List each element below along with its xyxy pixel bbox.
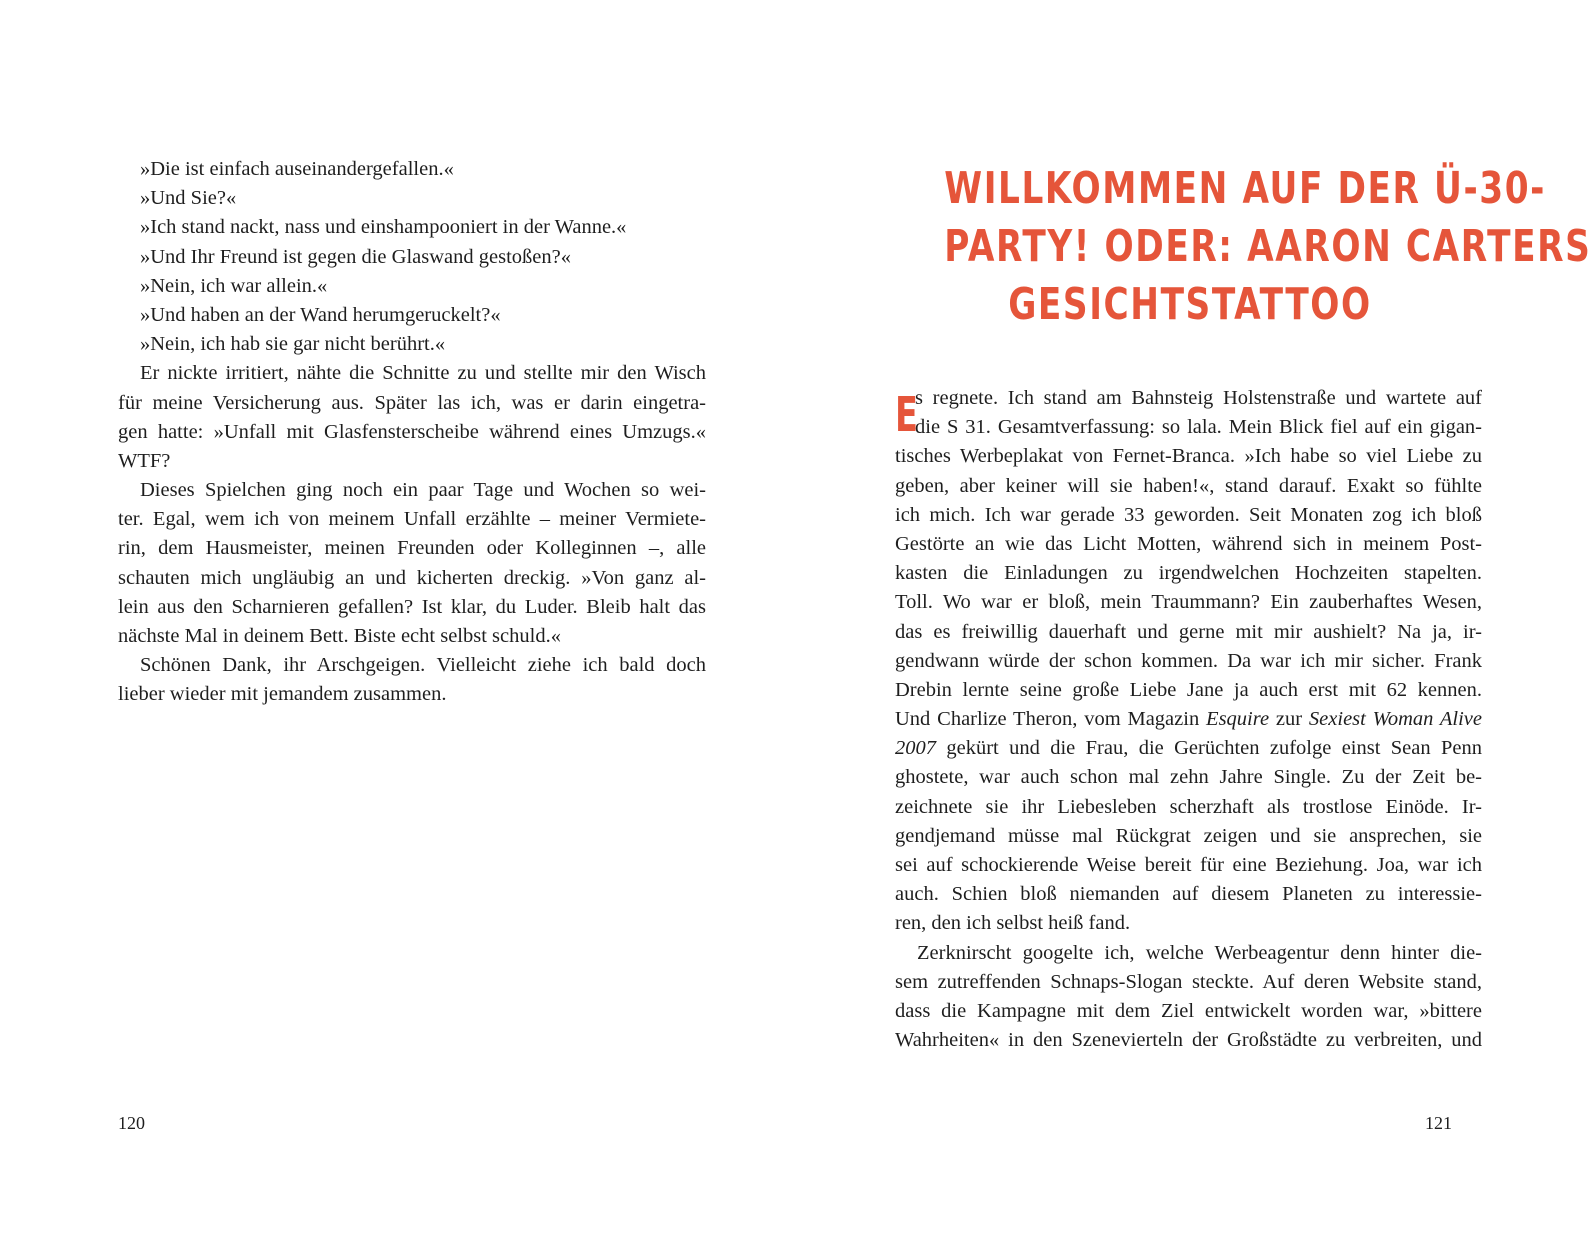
text-line: ter. Egal, wem ich von meinem Unfall erzählte – meiner Vermiete- [118, 508, 706, 531]
text-line: sem zutreffenden Schnaps-Slogan steckte. Auf deren Website stand, [895, 970, 1482, 993]
text-line: gen hatte: »Unfall mit Glasfensterscheibe während eines Umzugs.« [118, 420, 706, 443]
text-segment: Und Charlize Theron, vom Magazin [895, 708, 1207, 731]
text-line: »Und Sie?« [140, 187, 237, 210]
text-line: nächste Mal in deinem Bett. Biste echt selbst schuld.« [118, 625, 561, 647]
right-page-body [895, 384, 1482, 1055]
award-year: 2007 [895, 737, 936, 760]
text-line: Drebin lernte seine große Liebe Jane ja auch erst mit 62 kennen. [895, 678, 1482, 701]
text-line: Schönen Dank, ihr Arschgeigen. Vielleicht ziehe ich bald doch [140, 654, 706, 677]
text-line: ren, den ich selbst heiß fand. [895, 912, 1131, 935]
text-line: tisches Werbeplakat von Fernet-Branca. »Ich habe so viel Liebe zu [895, 445, 1482, 468]
text-line: »Und Ihr Freund ist gegen die Glaswand gestoßen?« [140, 245, 571, 268]
text-segment: gekürt und die Frau, die Gerüchten zufolge einst Sean Penn [936, 737, 1482, 760]
left-page-body [118, 155, 706, 710]
text-line: sei auf schockierende Weise bereit für eine Beziehung. Joa, war ich [895, 854, 1482, 876]
page-number: 120 [118, 1113, 145, 1133]
text-line: Dieses Spielchen ging noch ein paar Tage und Wochen so wei- [140, 479, 706, 502]
text-line: kasten die Einladungen zu irgendwelchen Hochzeiten stapelten. [895, 562, 1482, 585]
text-line: »Nein, ich war allein.« [140, 274, 328, 297]
text-line: die S 31. Gesamtverfassung: so lala. Mein Blick fiel auf ein gigan- [915, 416, 1482, 439]
text-line: »Nein, ich hab sie gar nicht berührt.« [140, 333, 446, 356]
magazine-title: Esquire [1206, 708, 1270, 731]
text-line: geben, aber keiner will sie haben!«, stand darauf. Exakt so fühlte [895, 474, 1482, 497]
text-line: gendwann würde der schon kommen. Da war ich mir sicher. Frank [895, 649, 1482, 672]
text-line: rin, dem Hausmeister, meinen Freunden oder Kolleginnen –, alle [118, 537, 706, 560]
text-line: das es freiwillig dauerhaft und gerne mit mir aushielt? Na ja, ir- [895, 620, 1482, 643]
text-line: auch. Schien bloß niemanden auf diesem Planeten zu interessie- [895, 883, 1482, 906]
chapter-title [944, 160, 1592, 334]
drop-cap: E [895, 387, 918, 443]
text-line: Wahrheiten« in den Szenevierteln der Großstädte zu verbreiten, und [895, 1029, 1482, 1052]
award-title: Sexiest Woman Alive [1308, 708, 1482, 731]
text-line: dass die Kampagne mit dem Ziel entwickelt worden war, »bittere [895, 999, 1482, 1022]
text-line: WTF? [118, 449, 171, 472]
chapter-title-line: GESICHTSTATTOO [1008, 279, 1372, 330]
text-line: lein aus den Scharnieren gefallen? Ist klar, du Luder. Bleib halt das [118, 595, 706, 618]
text-line [895, 705, 1482, 734]
text-line: s regnete. Ich stand am Bahnsteig Holstenstraße und wartete auf [915, 387, 1482, 409]
text-line: Er nickte irritiert, nähte die Schnitte zu und stellte mir den Wisch [140, 362, 706, 385]
text-line [895, 734, 1482, 763]
text-line: »Ich stand nackt, nass und einshampooniert in der Wanne.« [140, 216, 627, 239]
right-page [797, 0, 1594, 1240]
text-line: gendjemand müsse mal Rückgrat zeigen und sie ansprechen, sie [895, 824, 1482, 847]
text-line: Toll. Wo war er bloß, mein Traummann? Ein zauberhaftes Wesen, [895, 591, 1482, 614]
text-line: schauten mich ungläubig an und kicherten dreckig. »Von ganz al- [118, 566, 706, 589]
text-line: »Und haben an der Wand herumgeruckelt?« [140, 303, 501, 326]
text-line: ghostete, war auch schon mal zehn Jahre Single. Zu der Zeit be- [895, 766, 1482, 789]
text-line: Zerknirscht googelte ich, welche Werbeagentur denn hinter die- [917, 941, 1482, 964]
text-line: Gestörte an wie das Licht Motten, während sich in meinem Post- [895, 532, 1482, 555]
text-line: lieber wieder mit jemandem zusammen. [118, 683, 447, 706]
chapter-title-line: WILLKOMMEN AUF DER Ü-30- [944, 163, 1546, 214]
text-line: für meine Versicherung aus. Später las ich, was er darin eingetra- [118, 391, 706, 414]
text-line: zeichnete sie ihr Liebesleben scherzhaft als trostlose Einöde. Ir- [895, 795, 1482, 818]
text-segment: zur [1269, 708, 1309, 731]
text-line: »Die ist einfach auseinandergefallen.« [140, 158, 454, 180]
chapter-title-line: PARTY! ODER: AARON CARTERS [944, 221, 1592, 272]
page-number: 121 [1425, 1113, 1452, 1133]
text-line: ich mich. Ich war gerade 33 geworden. Seit Monaten zog ich bloß [895, 503, 1482, 526]
